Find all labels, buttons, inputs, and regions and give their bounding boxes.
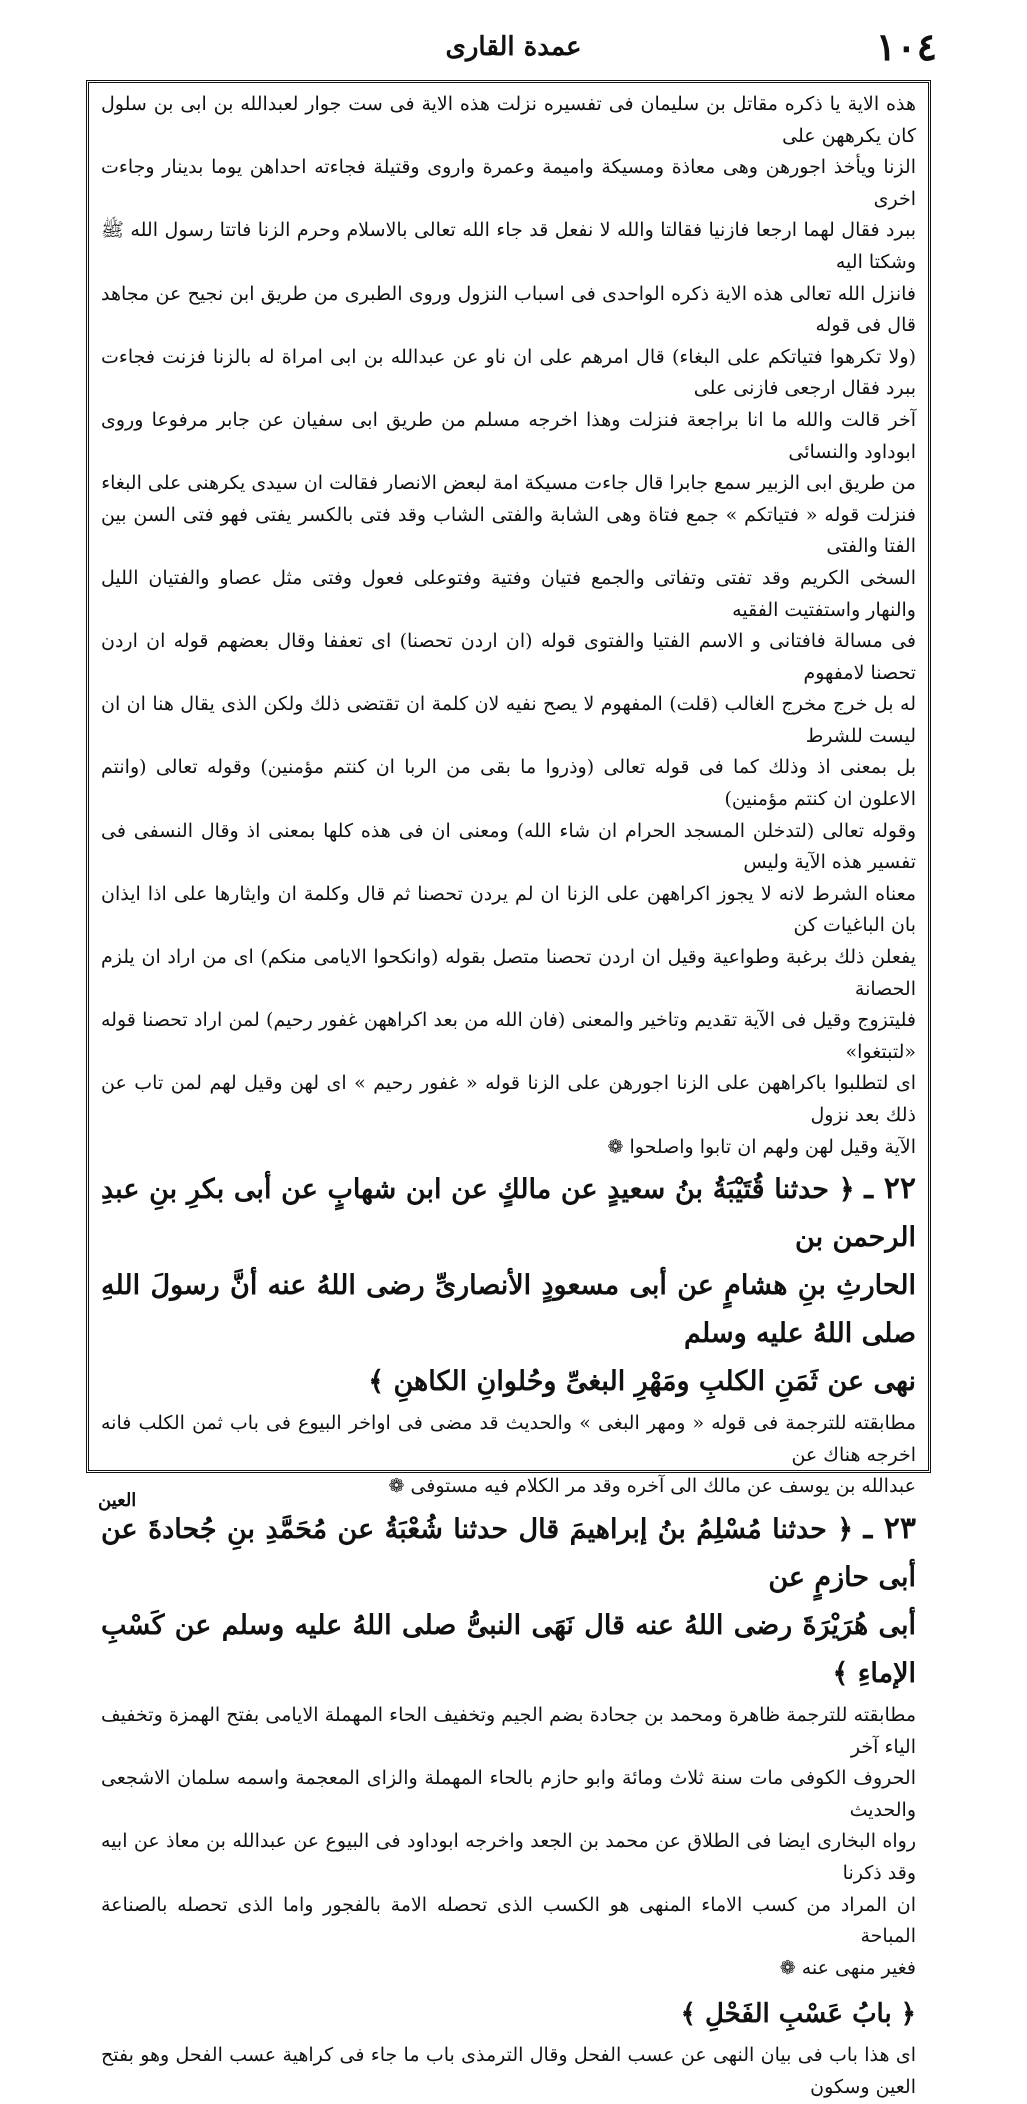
running-title: عمدة القارى [445,32,582,62]
hadith-number: ٢٢ ـ [864,1171,916,1207]
hadith-text: ﴿ حدثنا قُتَيْبَةُ بنُ سعيدٍ عن مالكٍ عن ابن شهابٍ عن أبى بكرِ بنِ عبدِ الرحمن بن الحارثِ بنِ هشامٍ عن أبى مسعودٍ الأنصارىِّ رضى اللهُ عنه أنَّ رسولَ اللهِ صلى اللهُ عليه وسلم نهى عن ثَمَنِ الكلبِ ومَهْرِ البغىِّ وحُلوانِ الكاهنِ ﴾ [101,1174,916,1398]
page-number: ١٠٤ [875,24,937,69]
hadith-number: ٢٣ ـ [863,1510,917,1546]
commentary-paragraph-hadith-22: مطابقته للترجمة فى قوله « ومهر البغى » والحديث قد مضى فى اواخر البيوع فى باب ثمن الكلب فانه اخرجه هناك عن عبدالله بن يوسف عن مالك الى آخره وقد مر الكلام فيه مستوفى ❁ [101,1412,916,1498]
text-frame [86,80,931,2098]
commentary-paragraph-chapter: اى هذا باب فى بيان النهى عن عسب الفحل وقال الترمذى باب ما جاء فى كراهية عسب الفحل وهو بفتح العين وسكون [101,2044,916,2098]
hadith-text: ﴿ حدثنا مُسْلِمُ بنُ إبراهيمَ قال حدثنا شُعْبَةُ عن مُحَمَّدِ بنِ جُحادةَ عن أبى حازمٍ عن أبى هُرَيْرَةَ رضى اللهُ عنه قال نَهَى النبىُّ صلى اللهُ عليه وسلم عن كَسْبِ الإماءِ ﴾ [101,1513,916,1689]
page-header [90,22,937,72]
chapter-heading: ﴿ بابُ عَسْبِ الفَحْلِ ﴾ [680,1999,916,2030]
hadith-23 [101,1505,916,1698]
page-body [101,89,916,2104]
catchword: العين [98,1490,137,1511]
hadith-22 [101,1165,916,1406]
commentary-paragraph-intro: هذه الاية يا ذكره مقاتل بن سليمان فى تفسيره نزلت هذه الاية فى ست جوار لعبدالله بن ابى بن سلول كان يكرههن على الزنا ويأخذ اجورهن وهى معاذة ومسيكة واميمة وعمرة واروى وقتيلة فجاءته احداهن يوما بدينار وجاءت اخرى ببرد فقال لهما ارجعا فازنيا فقالتا والله لا نفعل قد جاء الله تعالى بالاسلام وحرم الزنا فاتتا رسول الله ﷺ وشكتا اليه فانزل الله تعالى هذه الاية ذكره الواحدى فى اسباب النزول وروى الطبرى من طريق ابن نجيح عن مجاهد قال فى قوله (ولا تكرهوا فتياتكم على البغاء) قال امرهم على ان ناو عن عبدالله بن ابى امراة له بالزنا فزنت فجاءت ببرد فقال ارجعى فازنى على آخر قالت والله ما انا براجعة فنزلت وهذا اخرجه مسلم من طريق ابى سفيان عن جابر مرفوعا وروى ابوداود والنسائى من طريق ابى الزبير سمع جابرا قال جاءت مسيكة امة لبعض الانصار فقالت ان سيدى يكرهنى على البغاء فنزلت قوله « فتياتكم » جمع فتاة وهى الشابة والفتى الشاب وقد فتى بالكسر يفتى فهو فتى السن بين الفتا والفتى السخى الكريم وقد تفتى وتفاتى والجمع فتيان وفتية وفتوعلى فعول وفتى مثل عصاو والفتيان الليل والنهار واستفتيت الفقيه فى مسالة فافتانى و الاسم الفتيا والفتوى قوله (ان اردن تحصنا) اى تعففا وقال بعضهم قوله ان اردن تحصنا لامفهوم له بل خرج مخرج الغالب (قلت) المفهوم لا يصح نفيه لان كلمة ان تقتضى ذلك ولكن الذى يقال هنا ان ان ليست للشرط بل بمعنى اذ وذلك كما فى قوله تعالى (وذروا ما بقى من الربا ان كنتم مؤمنين) وقوله تعالى (وانتم الاعلون ان كنتم مؤمنين) وقوله تعالى (لتدخلن المسجد الحرام ان شاء الله) ومعنى ان فى هذه كلها بمعنى اذ وقال النسفى فى تفسير هذه الآية وليس معناه الشرط لانه لا يجوز اكراههن على الزنا ان لم يردن تحصنا ثم قال وكلمة ان وايثارها على اذا ايذان بان الباغيات كن يفعلن ذلك برغبة وطواعية وقيل ان اردن تحصنا متصل بقوله (وانكحوا الايامى منكم) اى من اراد ان يلزم الحصانة فليتزوج وقيل فى الآية تقديم وتاخير والمعنى (فان الله من بعد اكراههن غفور رحيم) لمن اراد تحصنا قوله «لتبتغوا» اى لتطلبوا باكراههن على الزنا اجورهن على الزنا قوله « غفور رحيم » اى لهن وقيل لهم لمن تاب عن ذلك بعد نزول الآية وقيل لهن ولهم ان تابوا واصلحوا ❁ [101,93,916,1158]
commentary-paragraph-hadith-23: مطابقته للترجمة ظاهرة ومحمد بن جحادة بضم الجيم وتخفيف الحاء المهملة الايامى بفتح الهمزة وتخفيف الياء آخر الحروف الكوفى مات سنة ثلاث ومائة وابو حازم بالحاء المهملة والزاى المعجمة واسمه سلمان الاشجعى والحديث رواه البخارى ايضا فى الطلاق عن محمد بن الجعد واخرجه ابوداود فى البيوع عن عبدالله بن معاذ عن ابيه وقد ذكرنا ان المراد من كسب الاماء المنهى هو الكسب الذى تحصله الامة بالفجور واما الذى تحصله بالصناعة المباحة فغير منهى عنه ❁ [101,1703,916,1979]
